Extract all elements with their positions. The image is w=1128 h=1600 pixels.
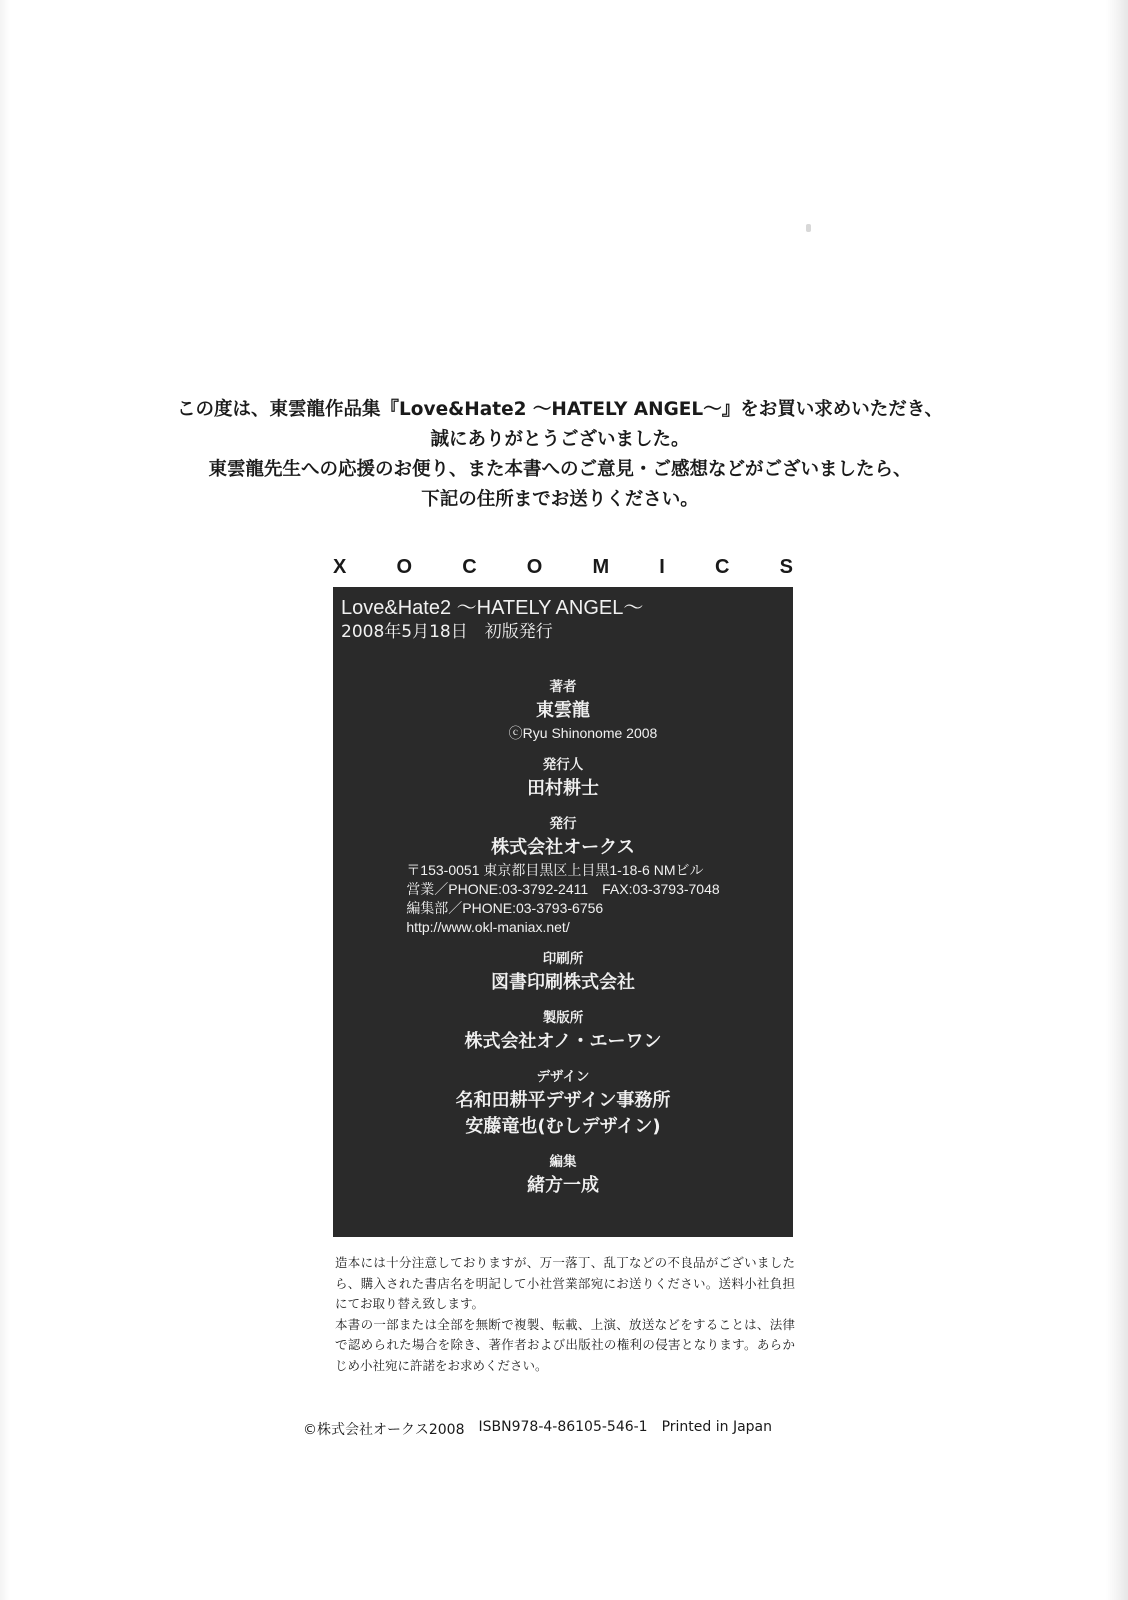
series-letter: M [592, 556, 610, 578]
credits [333, 665, 793, 1199]
series-letter: C [715, 556, 730, 578]
credit-role: 発行 [549, 816, 577, 832]
credit-name: 図書印刷株式会社 [491, 972, 635, 993]
credit-printer [333, 948, 793, 996]
publisher-url: http://www.okl-maniax.net/ [406, 919, 570, 935]
series-letter: X [333, 556, 347, 578]
message-line: この度は、東雲龍作品集『Love&Hate2 〜HATELY ANGEL〜』をお買い求めいただき、 [177, 399, 943, 420]
message-line: 東雲龍先生への応援のお便り、また本書へのご意見・ご感想などがございましたら、 [208, 459, 912, 480]
series-name [333, 556, 793, 579]
credit-name: 緒方一成 [527, 1175, 599, 1196]
credit-role: デザイン [536, 1069, 590, 1085]
imprint-copyright: ©株式会社オークス2008 [303, 1422, 465, 1438]
credit-role: 編集 [549, 1154, 577, 1170]
legal-notice [335, 1253, 795, 1376]
series-letter: C [462, 556, 477, 578]
credit-name: 田村耕士 [527, 778, 599, 799]
credit-name: 東雲龍 [536, 700, 590, 721]
series-letter: O [396, 556, 413, 578]
editorial-phone: 編集部／PHONE:03-3793-6756 [406, 900, 604, 916]
credit-name: 名和田耕平デザイン事務所 [455, 1090, 671, 1111]
credit-name: 株式会社オノ・エーワン [464, 1031, 662, 1052]
message-line: 誠にありがとうございました。 [430, 429, 690, 450]
credit-role: 印刷所 [542, 951, 584, 967]
credit-publisher [333, 813, 793, 937]
publisher-contact [406, 861, 719, 937]
credit-name: 株式会社オークス [491, 837, 635, 858]
credit-design [333, 1066, 793, 1140]
notice-paragraph: 本書の一部または全部を無断で複製、転載、上演、放送などをすることは、法律で認められた場合を除き、著作者および出版社の権利の侵害となります。あらかじめ小社宛に許諾をお求めください。 [335, 1316, 795, 1373]
credit-plate-maker [333, 1007, 793, 1055]
publisher-address: 〒153-0051 東京都目黒区上目黒1-18-6 NMビル [406, 862, 704, 878]
thank-you-message [110, 395, 1010, 515]
imprint-printed: Printed in Japan [661, 1419, 773, 1435]
publisher-phone-fax: 営業／PHONE:03-3792-2411 FAX:03-3793-7048 [406, 881, 720, 897]
notice-paragraph: 造本には十分注意しておりますが、万一落丁、乱丁などの不良品がございましたら、購入された書店名を明記して小社営業部宛にお送りください。送料小社負担にてお取り替え致します。 [335, 1255, 795, 1311]
publication-date: 2008年5月18日 初版発行 [341, 622, 553, 642]
series-letter: O [526, 556, 543, 578]
copyright-line: ⓒRyu Shinonome 2008 [508, 725, 658, 741]
series-letter: S [779, 556, 793, 578]
page-right-edge [1106, 0, 1128, 1600]
series-letter: I [659, 556, 665, 578]
page-left-edge [0, 0, 10, 1600]
credit-role: 製版所 [542, 1010, 584, 1026]
credit-author [333, 676, 793, 743]
credit-editor [333, 1151, 793, 1199]
imprint-line [303, 1419, 843, 1439]
credit-role: 発行人 [542, 757, 584, 773]
credit-name-secondary: 安藤竜也(むしデザイン) [465, 1116, 661, 1137]
paper-speck [806, 224, 811, 232]
colophon-box [333, 587, 793, 1237]
credit-publisher-person [333, 754, 793, 802]
imprint-isbn: ISBN978-4-86105-546-1 [478, 1419, 648, 1435]
message-line: 下記の住所までお送りください。 [421, 489, 699, 510]
credit-role: 著者 [549, 679, 577, 695]
book-title: Love&Hate2 〜HATELY ANGEL〜 [341, 597, 644, 619]
